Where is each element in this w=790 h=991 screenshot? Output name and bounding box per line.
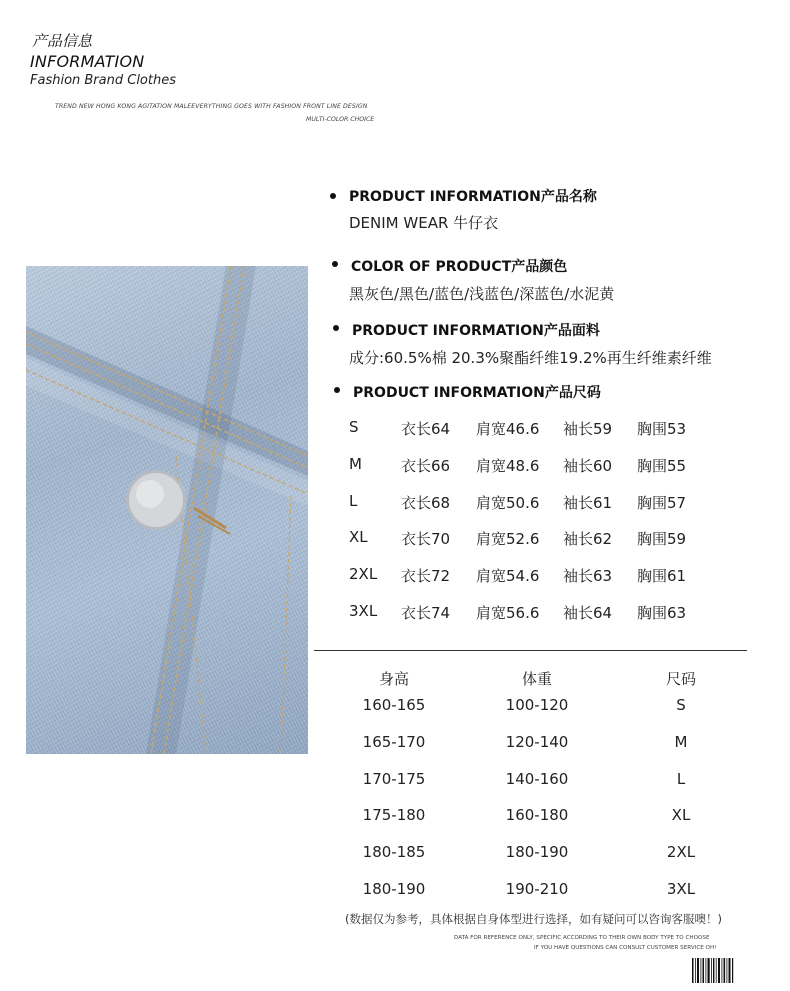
- size-spec-sleeve: 袖长59: [563, 420, 613, 438]
- barcode-icon: [691, 957, 735, 984]
- header-tagline: TREND NEW HONG KONG AGITATION MALEEVERYTHING GOES WITH FASHION FRONT LINE DESIGN: [55, 103, 368, 110]
- size-spec-size: L: [349, 492, 358, 510]
- size-spec-sleeve: 袖长63: [563, 567, 613, 585]
- fabric-value: 成分:60.5%棉 20.3%聚酯纤维19.2%再生纤维素纤维: [349, 349, 712, 367]
- size-chart-header: 体重: [521, 670, 552, 688]
- disclaimer-text-secondary: IF YOU HAVE QUESTIONS CAN CONSULT CUSTOMER SERVICE OH!: [534, 945, 717, 951]
- disclaimer-text: DATA FOR REFERENCE ONLY, SPECIFIC ACCORDING TO THEIR OWN BODY TYPE TO CHOOSE: [454, 935, 710, 941]
- size-chart-cell: 2XL: [666, 843, 696, 861]
- color-title: COLOR OF PRODUCT产品颜色: [351, 259, 568, 275]
- size-spec-chest: 胸围63: [637, 604, 687, 622]
- size-chart-header: 身高: [378, 670, 409, 688]
- size-chart-header: 尺码: [665, 670, 696, 688]
- size-spec-sleeve: 袖长62: [563, 530, 613, 548]
- size-spec-chest: 胸围57: [637, 494, 687, 512]
- size-spec-shoulder: 肩宽54.6: [476, 567, 540, 585]
- size-spec-length: 衣长70: [401, 530, 451, 548]
- size-spec-shoulder: 肩宽50.6: [476, 494, 540, 512]
- size-chart-cell: 190-210: [505, 880, 569, 898]
- header-tagline-secondary: MULTI-COLOR CHOICE: [306, 116, 375, 123]
- product-name-title: PRODUCT INFORMATION产品名称: [349, 189, 597, 205]
- bullet-icon: [333, 325, 339, 331]
- size-spec-size: M: [349, 455, 362, 473]
- size-chart-cell: 180-190: [362, 880, 426, 898]
- size-spec-title: PRODUCT INFORMATION产品尺码: [353, 385, 601, 401]
- bullet-icon: [330, 193, 336, 199]
- header-title-cn: 产品信息: [32, 32, 93, 50]
- size-chart-cell: 160-165: [362, 696, 426, 714]
- size-spec-sleeve: 袖长60: [563, 457, 613, 475]
- size-chart-cell: 165-170: [362, 733, 426, 751]
- size-chart-cell: 120-140: [505, 733, 569, 751]
- header-title-en: INFORMATION: [30, 52, 145, 71]
- size-spec-sleeve: 袖长61: [563, 494, 613, 512]
- size-chart-cell: S: [676, 696, 686, 714]
- size-chart-cell: XL: [671, 806, 691, 824]
- size-chart-cell: 170-175: [362, 770, 426, 788]
- size-spec-chest: 胸围61: [637, 567, 687, 585]
- denim-illustration: [26, 266, 308, 754]
- size-chart-cell: 175-180: [362, 806, 426, 824]
- size-spec-shoulder: 肩宽46.6: [476, 420, 540, 438]
- size-spec-shoulder: 肩宽52.6: [476, 530, 540, 548]
- size-chart-cell: 140-160: [505, 770, 569, 788]
- size-spec-length: 衣长74: [401, 604, 451, 622]
- size-spec-length: 衣长64: [401, 420, 451, 438]
- size-spec-length: 衣长66: [401, 457, 451, 475]
- color-value: 黑灰色/黑色/蓝色/浅蓝色/深蓝色/水泥黄: [349, 285, 615, 303]
- reference-note: (数据仅为参考，具体根据自身体型进行选择，如有疑问可以咨询客服噢！): [345, 912, 722, 926]
- size-spec-length: 衣长68: [401, 494, 451, 512]
- header-subtitle: Fashion Brand Clothes: [30, 73, 176, 88]
- size-chart-cell: 3XL: [666, 880, 696, 898]
- size-spec-chest: 胸围53: [637, 420, 687, 438]
- size-spec-size: S: [349, 418, 359, 436]
- denim-product-photo: [26, 266, 308, 754]
- bullet-icon: [332, 261, 338, 267]
- size-spec-chest: 胸围55: [637, 457, 687, 475]
- size-chart-cell: L: [676, 770, 686, 788]
- product-name-value: DENIM WEAR 牛仔衣: [349, 214, 499, 232]
- size-chart-cell: 180-185: [362, 843, 426, 861]
- size-spec-sleeve: 袖长64: [563, 604, 613, 622]
- size-chart-cell: 180-190: [505, 843, 569, 861]
- divider-line: [314, 650, 747, 651]
- size-spec-chest: 胸围59: [637, 530, 687, 548]
- size-spec-size: 3XL: [349, 602, 378, 620]
- size-chart-cell: 100-120: [505, 696, 569, 714]
- size-chart-cell: M: [674, 733, 688, 751]
- size-spec-length: 衣长72: [401, 567, 451, 585]
- size-spec-shoulder: 肩宽48.6: [476, 457, 540, 475]
- size-spec-size: 2XL: [349, 565, 378, 583]
- size-spec-shoulder: 肩宽56.6: [476, 604, 540, 622]
- size-spec-size: XL: [349, 528, 368, 546]
- size-chart-cell: 160-180: [505, 806, 569, 824]
- fabric-title: PRODUCT INFORMATION产品面料: [352, 323, 600, 339]
- bullet-icon: [334, 387, 340, 393]
